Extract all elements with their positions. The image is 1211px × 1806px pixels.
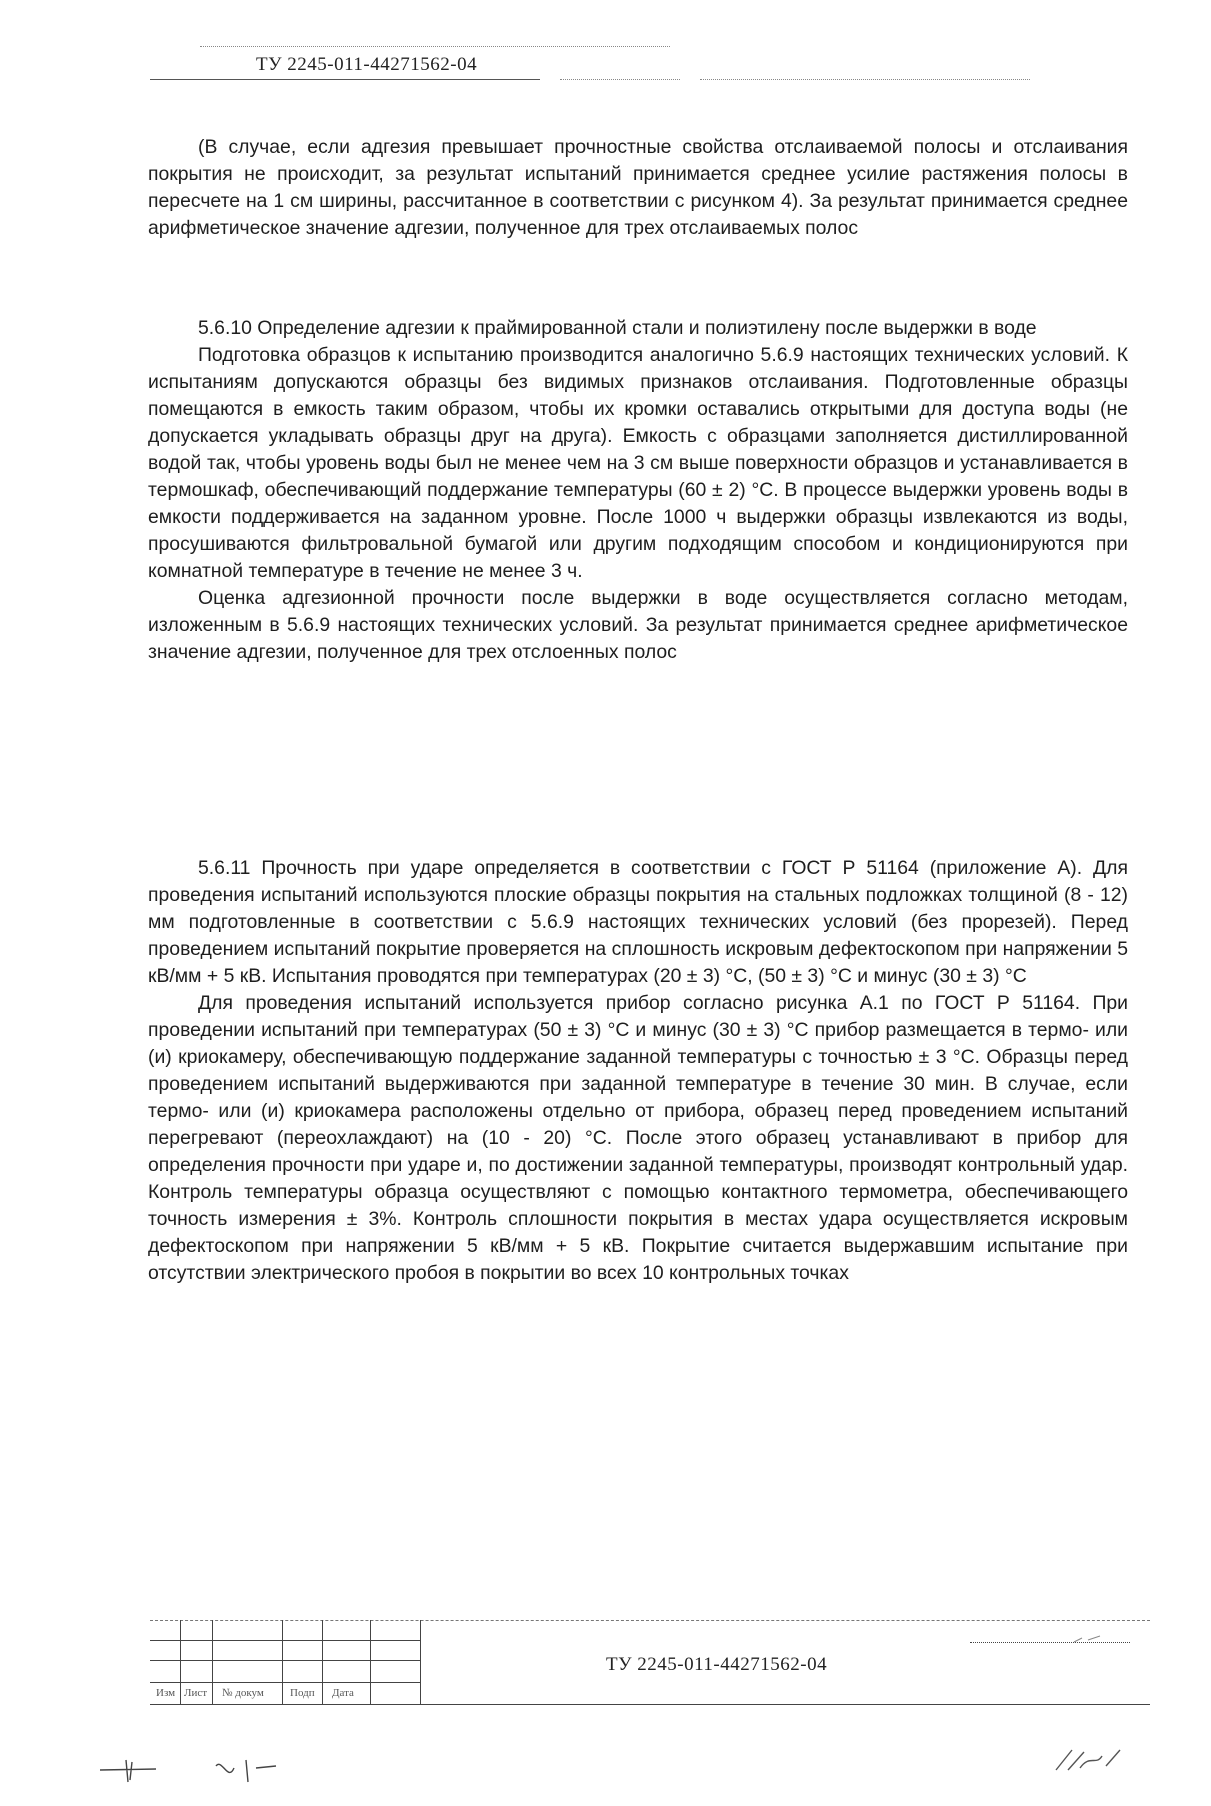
stamp-top-rule <box>150 1620 1150 1621</box>
stamp-bottom-rule <box>150 1704 1150 1705</box>
stamp-col-rule <box>180 1620 181 1704</box>
stamp-label-list: Лист <box>184 1687 208 1699</box>
signature-mark <box>1050 1740 1140 1780</box>
unit-degrees-c: °C <box>952 1046 975 1068</box>
paragraph-text: . В процессе выдержки уровень воды в емкости поддерживается на заданном уровне. После 1000 ч выдержки образцы извлекаются из воды, просушиваются фильтровальной бумагой или другим подходящим способом и кондиционируются при комнатной температуре в течение не менее 3 ч. <box>148 479 1129 582</box>
paragraph-sample-preparation <box>148 342 1128 585</box>
unit-degrees-c: °C <box>751 479 774 501</box>
paragraph-text: . Образцы перед проведением испытаний выдерживаются при заданной температуре в течение 30 мин. В случае, если термо- или (и) криокамера расположены отдельно от прибора, образец перед проведением испытаний перегревают (переохлаждают) на (10 - 20) <box>148 1046 1128 1149</box>
section-heading-5-6-10: 5.6.10 Определение адгезии к праймированной стали и полиэтилену после выдержки в воде <box>198 317 1037 339</box>
stamp-row-rule <box>150 1682 420 1683</box>
paragraph-text: , (50 ± 3) <box>747 965 825 987</box>
paragraph-text: Для проведения испытаний используется прибор согласно рисунка А.1 по ГОСТ Р 51164. При проведении испытаний при температурах (50 ± 3) <box>148 992 1128 1041</box>
paragraph-text: прибор размещается в термо- или (и) криокамеру, обеспечивающую поддержание заданной температуры с точностью ± 3 <box>148 1019 1128 1068</box>
section-5-6-11 <box>148 855 1128 1287</box>
header-rule-dotted-far-right <box>700 79 1030 80</box>
section-5-6-10 <box>148 315 1128 666</box>
stamp-col-rule <box>370 1620 371 1704</box>
paragraph-text: Подготовка образцов к испытанию производится аналогично 5.6.9 настоящих технических условий. К испытаниям допускаются образцы без видимых признаков отслаивания. Подготовленные образцы помещаются в емкость таким образом, чтобы их кромки оставались открытыми для доступа воды (не допускается укладывать образцы друг на друга). Емкость с образцами заполняется дистиллированной водой так, чтобы уровень воды был не менее чем на 3 см выше поверхности образцов и устанавливается в термошкаф, обеспечивающий поддержание температуры (60 ± 2) <box>148 344 1128 501</box>
stamp-col-rule <box>322 1620 323 1704</box>
unit-degrees-c: °C <box>786 1019 809 1041</box>
stamp-label-podp: Подп <box>290 1687 315 1699</box>
unit-degrees-c: °C <box>584 1127 607 1149</box>
unit-degrees-c: °C <box>725 965 748 987</box>
handwritten-mark <box>96 1752 286 1792</box>
paragraph-text: и минус (30 ± 3) <box>851 965 1000 987</box>
paragraph-text: . После этого образец устанавливают в прибор для определения прочности при ударе и, по достижении заданной температуры, производят контрольный удар. Контроль температуры образца осуществляют с помощью контактного термометра, обеспечивающего точность измерения ± 3%. Контроль сплошности покрытия в местах удара осуществляется искровым дефектоскопом при напряжении 5 кВ/мм + 5 кВ. Покрытие считается выдержавшим испытание при отсутствии электрического пробоя в покрытии во всех 10 контрольных точках <box>148 1127 1128 1284</box>
footer-doc-code: ТУ 2245-011-44271562-04 <box>606 1654 828 1675</box>
paragraph-test-device <box>148 990 1128 1287</box>
stamp-row-rule <box>150 1660 420 1661</box>
paragraph-impact-strength <box>148 855 1128 990</box>
unit-degrees-c: °C <box>607 1019 630 1041</box>
paragraph-adhesion-note <box>148 134 1128 242</box>
stamp-label-data: Дата <box>332 1687 354 1699</box>
header-rule <box>150 79 540 80</box>
stamp-row-rule <box>150 1640 420 1641</box>
scan-speck <box>1070 1630 1110 1650</box>
stamp-col-rule <box>420 1620 421 1704</box>
unit-degrees-c: °C <box>830 965 852 987</box>
paragraph-text: (В случае, если адгезия превышает прочностные свойства отслаиваемой полосы и отслаивания покрытия не происходит, за результат испытаний принимается среднее усилие растяжения полосы в пересчете на 1 см ширины, рассчитанное в соответствии с рисунком 4). За результат принимается среднее арифметическое значение адгезии, полученное для трех отслаиваемых полос <box>148 136 1128 239</box>
paragraph-adhesion-evaluation: Оценка адгезионной прочности после выдержки в воде осуществляется согласно методам, изложенным в 5.6.9 настоящих технических условий. За результат принимается среднее арифметическое значение адгезии, полученное для трех отслоенных полос <box>148 587 1128 663</box>
header-rule-dotted-right <box>560 79 680 80</box>
stamp-col-rule <box>212 1620 213 1704</box>
stamp-label-izm: Изм <box>156 1687 176 1699</box>
header-dotted-rule <box>200 46 670 47</box>
paragraph-text: 5.6.11 Прочность при ударе определяется в соответствии с ГОСТ Р 51164 (приложение А). Для проведения испытаний используются плоские образцы покрытия на стальных подложках толщиной (8 - 12) мм подготовленные в соответствии с 5.6.9 настоящих технических условий (без прорезей). Перед проведением испытаний покрытие проверяется на сплошность искровым дефектоскопом при напряжении 5 кВ/мм + 5 кВ. Испытания проводятся при температурах (20 ± 3) <box>148 857 1128 987</box>
stamp-label-dokum: № докум <box>222 1687 264 1699</box>
unit-degrees-c: °C <box>1004 965 1027 987</box>
stamp-col-rule <box>282 1620 283 1704</box>
header-doc-code: ТУ 2245-011-44271562-04 <box>256 54 478 75</box>
paragraph-text: и минус (30 ± 3) <box>629 1019 781 1041</box>
